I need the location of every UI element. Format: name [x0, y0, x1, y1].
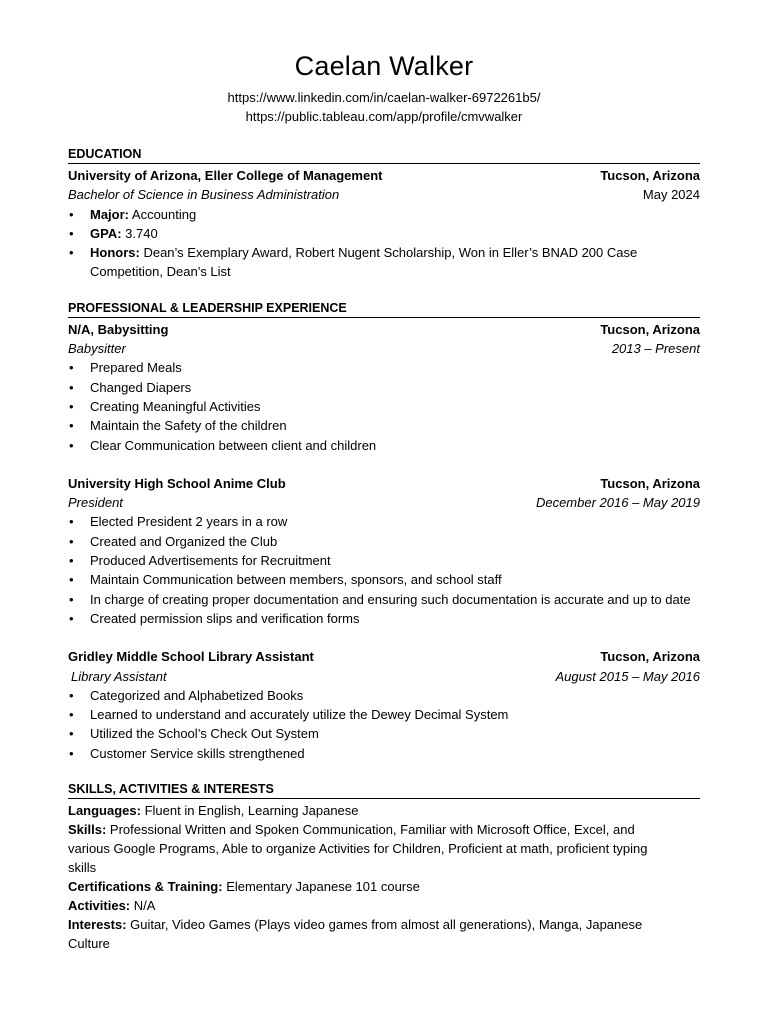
job-dates: 2013 – Present: [611, 341, 700, 357]
job-org: N/A, Babysitting: [68, 321, 169, 337]
job-role-row: [68, 493, 700, 512]
education-location: Tucson, Arizona: [600, 168, 700, 183]
list-item: • Customer Service skills strengthened: [68, 744, 700, 763]
skill-label: Interests:: [68, 917, 127, 933]
item-label: Honors:: [90, 245, 140, 261]
list-item: • In charge of creating proper documentation and ensuring such documentation is accurate and up to date: [68, 590, 700, 609]
list-item: • Learned to understand and accurately utilize the Dewey Decimal System: [68, 705, 700, 724]
education-heading: EDUCATION: [68, 146, 700, 164]
job-org-row: [68, 647, 700, 666]
job-role: Babysitter: [68, 341, 126, 357]
job-bullets: [68, 512, 700, 628]
job-role-row: [68, 667, 700, 686]
skills-skills: [68, 820, 700, 877]
item-text: 3.740: [121, 225, 158, 241]
experience-section: [68, 300, 700, 763]
list-item: • Elected President 2 years in a row: [68, 512, 700, 531]
list-item: • Prepared Meals: [68, 358, 700, 377]
list-item: • Utilized the School’s Check Out System: [68, 724, 700, 743]
job-org-row: [68, 320, 700, 339]
job-entry-library: [68, 647, 700, 763]
job-location: Tucson, Arizona: [600, 649, 700, 665]
job-location: Tucson, Arizona: [600, 475, 700, 491]
item-label: Major:: [90, 206, 129, 222]
job-role: President: [68, 495, 123, 511]
education-item-honors: [68, 243, 700, 282]
education-date: May 2024: [642, 187, 700, 203]
skill-text: Fluent in English, Learning Japanese: [140, 803, 359, 819]
skills-interests: [68, 915, 700, 953]
education-degree-row: [68, 185, 700, 204]
job-role: Library Assistant: [71, 668, 167, 684]
item-label: GPA:: [90, 225, 122, 241]
skill-label: Certifications & Training:: [68, 879, 223, 895]
job-dates: December 2016 – May 2019: [535, 495, 700, 511]
skills-section: [68, 781, 700, 953]
item-text: Accounting: [129, 206, 197, 222]
education-item-major: [68, 205, 700, 224]
list-item: • Clear Communication between client and children: [68, 436, 700, 455]
list-item: • Categorized and Alphabetized Books: [68, 686, 700, 705]
education-item-gpa: [68, 224, 700, 243]
job-org: University High School Anime Club: [68, 475, 286, 491]
skill-label: Activities:: [68, 898, 131, 914]
skill-text: Elementary Japanese 101 course: [222, 879, 420, 895]
job-bullets: [68, 686, 700, 763]
job-org-row: [68, 474, 700, 493]
skill-text: N/A: [130, 898, 156, 914]
list-item: • Created and Organized the Club: [68, 532, 700, 551]
skill-label: Skills:: [68, 822, 107, 838]
job-bullets: [68, 358, 700, 454]
education-school: University of Arizona, Eller College of Management: [68, 168, 383, 183]
list-item: • Creating Meaningful Activities: [68, 397, 700, 416]
skill-label: Languages:: [68, 803, 141, 819]
education-section: [68, 146, 700, 282]
job-entry-anime-club: [68, 474, 700, 628]
education-list: [68, 205, 700, 282]
item-text: Dean’s Exemplary Award, Robert Nugent Scholarship, Won in Eller’s BNAD 200 Case Competition, Dean’s List: [90, 245, 638, 280]
job-location: Tucson, Arizona: [600, 321, 700, 337]
resume-name: Caelan Walker: [294, 51, 474, 81]
list-item: • Created permission slips and verification forms: [68, 609, 700, 628]
linkedin-link[interactable]: https://www.linkedin.com/in/caelan-walker-6972261b5/: [227, 90, 541, 105]
education-degree: Bachelor of Science in Business Administration: [68, 187, 340, 203]
job-entry-babysitting: [68, 320, 700, 455]
job-dates: August 2015 – May 2016: [555, 668, 700, 684]
list-item: • Changed Diapers: [68, 378, 700, 397]
education-school-row: [68, 166, 700, 185]
skills-certifications: [68, 877, 700, 896]
list-item: • Maintain the Safety of the children: [68, 416, 700, 435]
list-item: • Maintain Communication between members, sponsors, and school staff: [68, 570, 700, 589]
skills-heading: SKILLS, ACTIVITIES & INTERESTS: [68, 781, 700, 799]
profile-links: [68, 88, 700, 126]
skill-text: Professional Written and Spoken Communication, Familiar with Microsoft Office, Excel, and various Google Programs, Able to organize Activities for Children, Proficient at math, proficient typing skills: [68, 822, 648, 876]
skills-languages: [68, 801, 700, 820]
job-role-row: [68, 339, 700, 358]
skills-activities: [68, 896, 700, 915]
experience-heading: PROFESSIONAL & LEADERSHIP EXPERIENCE: [68, 300, 700, 318]
list-item: • Produced Advertisements for Recruitment: [68, 551, 700, 570]
tableau-link[interactable]: https://public.tableau.com/app/profile/cmvwalker: [245, 109, 523, 124]
skill-text: Guitar, Video Games (Plays video games from almost all generations), Manga, Japanese Culture: [68, 917, 643, 952]
job-org: Gridley Middle School Library Assistant: [68, 649, 314, 665]
